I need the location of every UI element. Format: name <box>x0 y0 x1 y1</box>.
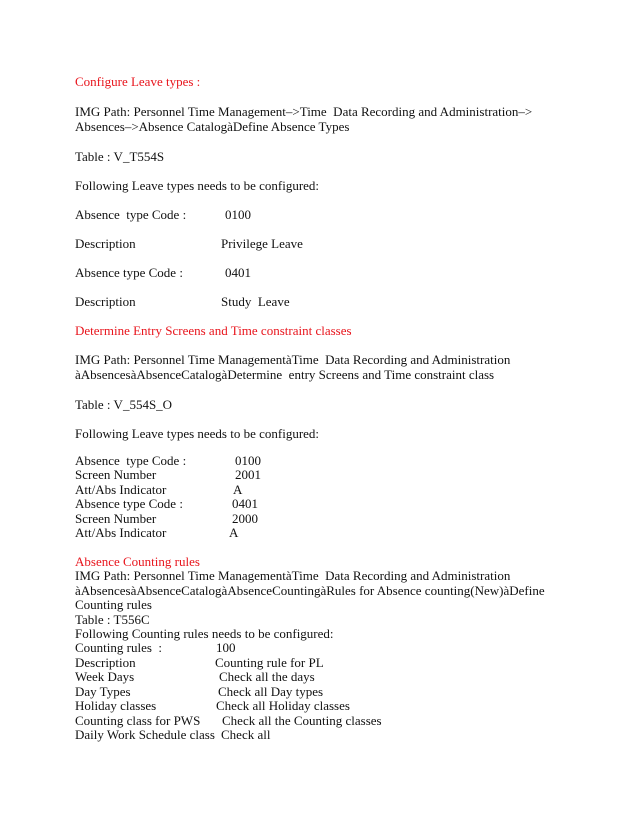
field-value: 0100 <box>225 207 251 222</box>
field-value: 0401 <box>232 496 258 511</box>
field-label: Daily Work Schedule class <box>75 727 215 742</box>
field-value: Counting rule for PL <box>215 655 324 670</box>
field-label: Att/Abs Indicator <box>75 482 167 497</box>
field-label: Absence type Code : <box>75 265 183 280</box>
img-path-line: Absences–>Absence CatalogàDefine Absence Types <box>75 119 350 134</box>
table-name: Table : T556C <box>75 612 150 627</box>
field-label: Day Types <box>75 684 131 699</box>
field-value: Check all the Counting classes <box>222 713 382 728</box>
field-value: Privilege Leave <box>221 236 303 251</box>
field-value: Study Leave <box>221 294 290 309</box>
intro-text: Following Counting rules needs to be configured: <box>75 626 334 641</box>
img-path-line: àAbsencesàAbsenceCatalogàDetermine entry Screens and Time constraint class <box>75 367 495 382</box>
img-path-line: Counting rules <box>75 597 152 612</box>
section-heading-entry-screens: Determine Entry Screens and Time constraint classes <box>75 323 352 338</box>
field-label: Description <box>75 236 136 251</box>
field-value: A <box>229 525 239 540</box>
field-value: Check all Day types <box>218 684 324 699</box>
field-value: 2000 <box>232 511 258 526</box>
field-value: 2001 <box>235 467 261 482</box>
field-label: Screen Number <box>75 467 157 482</box>
field-value: Check all the days <box>219 669 315 684</box>
section-heading-configure-leave-types: Configure Leave types : <box>75 74 201 89</box>
section-heading-absence-counting-rules: Absence Counting rules <box>75 554 200 569</box>
img-path-line: IMG Path: Personnel Time ManagementàTime Data Recording and Administration <box>75 568 511 583</box>
img-path-line: IMG Path: Personnel Time ManagementàTime Data Recording and Administration <box>75 352 511 367</box>
img-path-line: IMG Path: Personnel Time Management–>Time Data Recording and Administration–> <box>75 104 533 119</box>
field-label: Week Days <box>75 669 135 684</box>
field-label: Description <box>75 294 136 309</box>
field-value: Check all Holiday classes <box>216 698 350 713</box>
field-label: Absence type Code : <box>75 496 183 511</box>
field-value: A <box>233 482 243 497</box>
intro-text: Following Leave types needs to be configured: <box>75 178 320 193</box>
field-label: Counting rules : <box>75 640 163 655</box>
img-path-line: àAbsencesàAbsenceCatalogàAbsenceCountingàRules for Absence counting(New)àDefine <box>75 583 545 598</box>
field-value: 0100 <box>235 453 261 468</box>
intro-text: Following Leave types needs to be configured: <box>75 426 320 441</box>
field-value: Check all <box>221 727 271 742</box>
table-name: Table : V_T554S <box>75 149 165 164</box>
field-label: Counting class for PWS <box>75 713 201 728</box>
field-label: Screen Number <box>75 511 157 526</box>
field-label: Absence type Code : <box>75 453 187 468</box>
field-value: 100 <box>216 640 236 655</box>
field-label: Absence type Code : <box>75 207 187 222</box>
field-label: Description <box>75 655 136 670</box>
field-label: Holiday classes <box>75 698 157 713</box>
field-value: 0401 <box>225 265 251 280</box>
field-label: Att/Abs Indicator <box>75 525 167 540</box>
table-name: Table : V_554S_O <box>75 397 173 412</box>
